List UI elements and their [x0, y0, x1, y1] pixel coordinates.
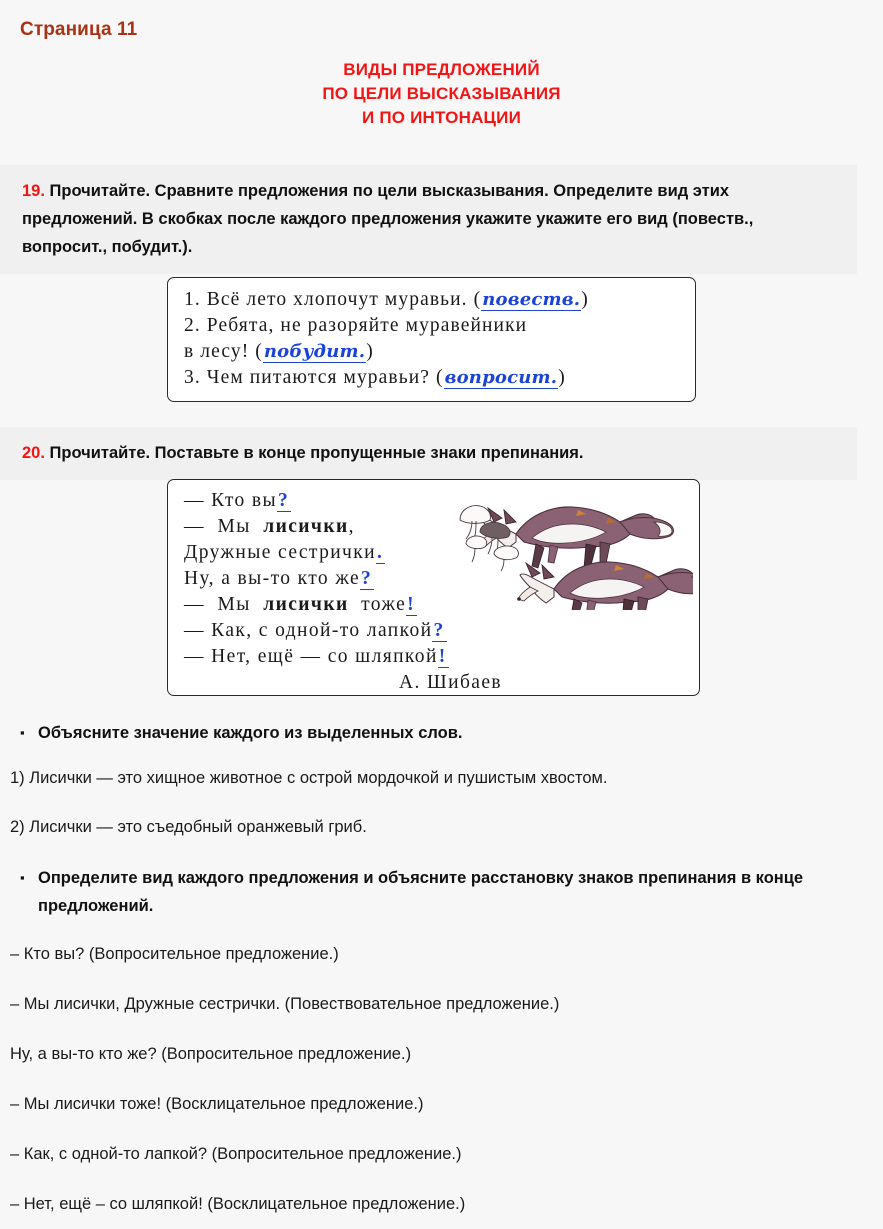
poem-line-7 [184, 644, 687, 670]
highlighted-word-lisichki-2: лисички [263, 594, 349, 615]
bullet-instruction-2-text [38, 864, 865, 920]
exercise-20-number: 20. [22, 444, 45, 462]
poem-line-5-tail: тоже [348, 594, 407, 615]
exercise-19-sentence-2-cont [184, 339, 681, 365]
poem-line-5-dash: — Мы [184, 594, 264, 615]
exercise-19-text: Прочитайте. Сравните предложения по цели высказывания. Определите вид этих предложений. В скобках после каждого предложения укажите укажите его вид (повеств., вопросит., побудит.). [22, 182, 754, 256]
poem-line-2-comma: , [348, 516, 355, 537]
exercise-19-instruction [0, 165, 857, 274]
poem-line-2-dash: — Мы [184, 516, 264, 537]
poem-line-3 [184, 540, 687, 566]
exercise-19-sentence-2: 2. Ребята, не разоряйте муравейники [184, 315, 528, 336]
poem-line-4 [184, 566, 687, 592]
highlighted-word-lisichki-1: лисички [263, 516, 349, 537]
inserted-question-mark-2: ? [361, 568, 373, 589]
sentence-answer-4: – Мы лисички тоже! (Восклицательное предложение.) [10, 1095, 424, 1113]
poem-author: А. Шибаев [399, 672, 502, 693]
sentence-answer-2: – Мы лисички, Дружные сестрички. (Повествовательное предложение.) [10, 995, 560, 1013]
inserted-exclamation-2: ! [438, 646, 447, 667]
sentence-1-close-paren: ) [581, 289, 589, 310]
sentence-3-text: 3. Чем питаются муравьи? ( [184, 367, 444, 388]
page-title-line-3: И ПО ИНТОНАЦИИ [362, 108, 521, 127]
handwritten-answer-povestv: повеств. [482, 289, 581, 310]
sentence-1-text: 1. Всё лето хлопочут муравьи. ( [184, 289, 482, 310]
exercise-19-sentences-box [167, 277, 696, 402]
exercise-20-poem-box [167, 479, 700, 696]
poem-line-2 [184, 514, 687, 540]
square-bullet-icon: ▪ [20, 725, 25, 740]
bullet-instruction-explain-words [20, 719, 865, 747]
sentence-answer-5: – Как, с одной-то лапкой? (Вопросительное предложение.) [10, 1145, 462, 1163]
word-meaning-2: 2) Лисички — это съедобный оранжевый гриб. [10, 818, 367, 836]
exercise-20-instruction [0, 427, 857, 480]
exercise-19-sentence-3 [184, 365, 681, 391]
poem-line-6 [184, 618, 687, 644]
page-title-line-1: ВИДЫ ПРЕДЛОЖЕНИЙ [343, 60, 540, 79]
inserted-period-1: . [376, 542, 384, 563]
poem-line-7-text: — Нет, ещё — со шляпкой [184, 646, 438, 667]
poem-line-6-text: — Как, с одной-то лапкой [184, 620, 433, 641]
exercise-19-number: 19. [22, 182, 45, 200]
word-meaning-1: 1) Лисички — это хищное животное с острой мордочкой и пушистым хвостом. [10, 769, 608, 787]
handwritten-answer-voprosit: вопросит. [444, 367, 558, 388]
sentence-answer-1: – Кто вы? (Вопросительное предложение.) [10, 945, 339, 963]
exercise-19-sentence-1 [184, 287, 681, 313]
bullet-instruction-sentence-types [20, 864, 865, 920]
bullet-instruction-2-line-2: в конце предложений. [38, 869, 804, 915]
handwritten-answer-pobudit: побудит. [263, 341, 366, 362]
exercise-20-text: Прочитайте. Поставьте в конце пропущенные знаки препинания. [49, 444, 584, 462]
inserted-exclamation-1: ! [407, 594, 416, 615]
page-title-line-2: ПО ЦЕЛИ ВЫСКАЗЫВАНИЯ [322, 84, 561, 103]
sentence-2-text: в лесу! ( [184, 341, 263, 362]
page-title [0, 58, 883, 130]
sentence-3-close-paren: ) [558, 367, 566, 388]
poem-text [184, 488, 687, 696]
poem-line-3-text: Дружные сестрички [184, 542, 376, 563]
inserted-question-mark-3: ? [433, 620, 445, 641]
bullet-instruction-1-text: Объясните значение каждого из выделенных слов. [38, 724, 463, 742]
bullet-instruction-2-line-1: Определите вид каждого предложения и объясните расстановку знаков препинания [38, 869, 737, 887]
poem-line-5 [184, 592, 687, 618]
page-number-label: Страница 11 [20, 19, 138, 40]
sentence-2-close-paren: ) [366, 341, 374, 362]
square-bullet-icon-2: ▪ [20, 870, 25, 885]
poem-line-1 [184, 488, 687, 514]
poem-line-1-text: — Кто вы [184, 490, 278, 511]
sentence-answer-6: – Нет, ещё – со шляпкой! (Восклицательное предложение.) [10, 1195, 466, 1213]
inserted-question-mark-1: ? [278, 490, 290, 511]
poem-line-4-text: Ну, а вы-то кто же [184, 568, 361, 589]
sentence-answer-3: Ну, а вы-то кто же? (Вопросительное предложение.) [10, 1045, 412, 1063]
